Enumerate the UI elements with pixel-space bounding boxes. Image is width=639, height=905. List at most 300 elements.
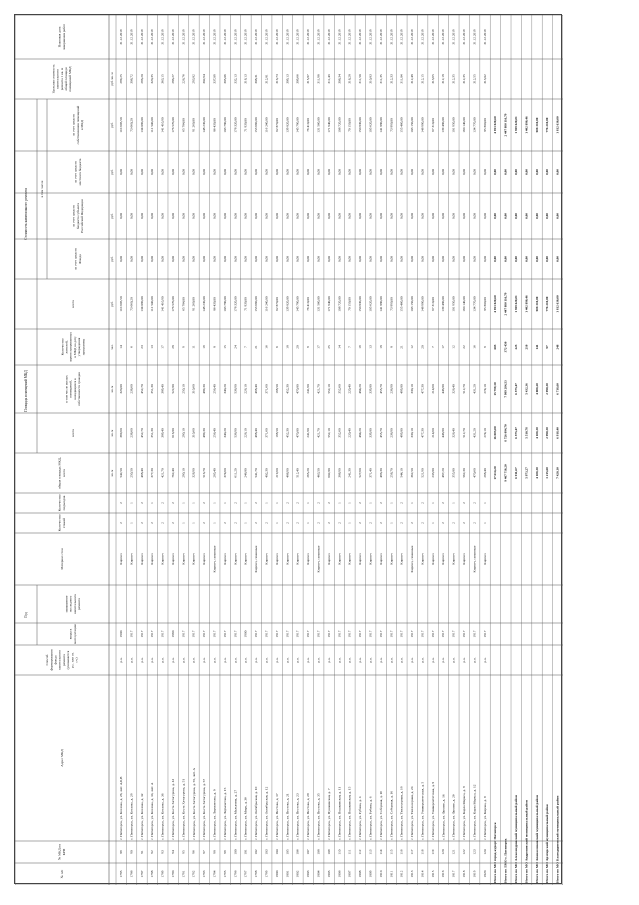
total-cost: 988 310,00 <box>534 296 539 312</box>
row-all: 431,20 <box>472 428 477 438</box>
row-built: 1917 <box>337 630 342 638</box>
row-subj: 0,00 <box>347 213 352 219</box>
row-mat: Кирпич <box>150 553 155 565</box>
total-res: 248 <box>555 344 560 350</box>
row-all: 616,80 <box>170 428 175 438</box>
row-subj: 0,00 <box>482 213 487 219</box>
row-fund: р.о. <box>482 657 487 663</box>
row-own: 198,50 <box>274 384 279 394</box>
row-date: 31.12.2019 <box>233 29 238 45</box>
row-address: г. Пятигорск, ул. Соборная, д. 16 <box>389 791 394 840</box>
row-k: 123 <box>472 849 477 855</box>
row-area: 521,90 <box>420 468 425 478</box>
row-address: г. Пятигорск, ул. Университетская, д. 5 <box>420 781 425 840</box>
row-fund_c: 0,00 <box>441 256 446 262</box>
row-cost: 155 460,00 <box>399 296 404 312</box>
total-area: 6 911,67 <box>513 467 518 479</box>
row-area: 328,90 <box>191 468 196 478</box>
row-fl: 2 <box>358 522 363 524</box>
row-unit: 302,94 <box>202 74 207 84</box>
row-en: 1 <box>368 502 373 504</box>
row-mat: Кирпич <box>420 553 425 565</box>
row-cost: 67 310,00 <box>430 297 435 311</box>
row-date: 31.12.2019 <box>316 29 321 45</box>
row-cost: 148 230,00 <box>202 296 207 312</box>
row-en: 1 <box>389 502 394 504</box>
row-own: 320,00 <box>118 384 123 394</box>
row-fund_c: 0,00 <box>274 256 279 262</box>
total-all: 4 108,30 <box>534 427 539 439</box>
row-res: 17 <box>160 345 165 349</box>
row-own_c: 153 660,00 <box>254 117 259 133</box>
row-k: 116 <box>399 849 404 855</box>
row-res: 9 <box>306 346 311 348</box>
row-loc: 0,00 <box>274 169 279 175</box>
row-res: 13 <box>368 345 373 349</box>
row-n: 1807 <box>347 870 352 878</box>
row-cost: 131 560,00 <box>316 296 321 312</box>
header-fund-method: (указывается <box>66 650 71 670</box>
row-loc: 0,00 <box>358 169 363 175</box>
row-fund: р.о. <box>191 657 196 663</box>
row-loc: 0,00 <box>191 169 196 175</box>
row-fund_c: 0,00 <box>368 256 373 262</box>
row-n: 1814 <box>420 870 425 878</box>
row-fl: 2 <box>254 522 259 524</box>
row-en: 2 <box>399 502 404 504</box>
row-n: 1795 <box>222 870 227 878</box>
row-all: 238,60 <box>129 428 134 438</box>
row-n: 1786 <box>129 870 134 878</box>
row-subj: 0,00 <box>222 213 227 219</box>
row-fl: 2 <box>170 522 175 524</box>
row-en: 2 <box>139 502 144 504</box>
row-en: 2 <box>472 502 477 504</box>
row-unit: 320,35 <box>150 74 155 84</box>
row-cost: 85 800,00 <box>482 297 487 311</box>
row-fund: р.о. <box>378 657 383 663</box>
row-unit: 312,35 <box>451 74 456 84</box>
row-own_c: 150 830,00 <box>358 117 363 133</box>
row-all: 371,60 <box>264 428 269 438</box>
row-mat: Кирпич <box>430 553 435 565</box>
row-k: 90 <box>129 850 134 854</box>
row-built: 1917 <box>306 630 311 638</box>
row-built: 1917 <box>482 630 487 638</box>
row-date: 31.12.2019 <box>378 29 383 45</box>
row-mat: Кирпич <box>378 553 383 565</box>
row-built: 1917 <box>191 630 196 638</box>
row-fund: р.о. <box>285 657 290 663</box>
row-cost: 73 990,00 <box>389 297 394 311</box>
total-fund_c: 0,00 <box>503 256 508 262</box>
total-own: 6 575,47 <box>513 383 518 395</box>
row-cost: 103 780,00 <box>222 296 227 312</box>
row-all: 214,60 <box>430 428 435 438</box>
row-fund_c: 0,00 <box>181 256 186 262</box>
header-area-owned: собственности граждан <box>77 371 82 407</box>
row-k: 92 <box>150 850 155 854</box>
row-fund: р.о. <box>150 657 155 663</box>
row-built: 1917 <box>430 630 435 638</box>
row-area: 258,70 <box>389 468 394 478</box>
row-fl: 2 <box>150 522 155 524</box>
row-address: г. Пятигорск, ул. Теплосерная, д. 24 <box>410 786 415 840</box>
row-subj: 0,00 <box>420 213 425 219</box>
header-floors: Количество <box>57 514 62 532</box>
row-built: 1917 <box>441 630 446 638</box>
row-own_c: 103 780,00 <box>222 117 227 133</box>
unit-label: кв. м <box>110 429 115 437</box>
row-address: г. Пятигорск, ул. Октябрьская, д. 10 <box>254 786 259 840</box>
row-date: 31.12.2019 <box>420 29 425 45</box>
row-own: 452,70 <box>139 384 144 394</box>
header-entrances: подъездов <box>61 495 66 511</box>
row-address: г. Пятигорск, ул. Малыгина, д. 27 <box>233 789 238 840</box>
row-cost: 116 240,00 <box>264 296 269 312</box>
total-all: 5 510,78 <box>524 427 529 439</box>
row-mat: Кирпич <box>264 553 269 565</box>
row-all: 290,10 <box>181 428 186 438</box>
row-address: г. Пятигорск, ул. Пушкинская, д. 15 <box>347 786 352 840</box>
row-fl: 2 <box>378 522 383 524</box>
row-address: г. Пятигорск, ул. Козлова, д. 28 <box>129 793 134 840</box>
row-all: 330,10 <box>410 428 415 438</box>
row-built: 1917 <box>212 630 217 638</box>
row-res: 20 <box>420 345 425 349</box>
row-address: г. Пятигорск, ул. Коста Хетагурова, д. 43 <box>170 778 175 840</box>
row-fl: 2 <box>233 522 238 524</box>
row-loc: 0,00 <box>451 169 456 175</box>
row-own: 226,10 <box>243 384 248 394</box>
header-area-group: Площадь помещений МКД <box>23 370 28 412</box>
total-own: 4 008,20 <box>534 383 539 395</box>
row-mat: Кирпич <box>337 553 342 565</box>
row-subj: 0,00 <box>274 213 279 219</box>
row-fl: 1 <box>482 522 487 524</box>
total-cost: 1 599 620,81 <box>513 295 518 313</box>
row-built: 1917 <box>160 630 165 638</box>
row-built: 1900 <box>243 630 248 638</box>
total-subj: 0,00 <box>545 213 550 219</box>
row-n: 1793 <box>202 870 207 878</box>
total-own_c: 988 310,00 <box>534 117 539 133</box>
row-loc: 0,00 <box>170 169 175 175</box>
total-cost: 1 402 890,46 <box>524 295 529 313</box>
row-k: 91 <box>139 850 144 854</box>
row-own_c: 91 260,00 <box>191 118 196 132</box>
row-mat: Кирпич <box>451 553 456 565</box>
row-subj: 0,00 <box>202 213 207 219</box>
row-k: 118 <box>420 849 425 855</box>
row-loc: 0,00 <box>410 169 415 175</box>
row-fund_c: 0,00 <box>202 256 207 262</box>
housing-repair-table <box>15 15 563 885</box>
row-address: г. Пятигорск, ул. Коста Хетагурова, д. 55, лит. А <box>191 767 196 840</box>
row-res: 28 <box>170 345 175 349</box>
row-fl: 2 <box>337 522 342 524</box>
row-all: 452,30 <box>285 428 290 438</box>
row-mat: Кирпич <box>233 553 238 565</box>
total-fund_c: 0,00 <box>534 256 539 262</box>
row-unit: 318,13 <box>243 74 248 84</box>
total-all: 6 918,40 <box>555 427 560 439</box>
row-fl: 1 <box>347 522 352 524</box>
total-all: 8 726 094,70 <box>503 424 508 442</box>
row-unit: 312,55 <box>472 74 477 84</box>
total-label: Итого по МО город-курорт Пятигорск <box>493 822 498 883</box>
row-en: 2 <box>326 502 331 504</box>
row-mat: Кирпич <box>285 553 290 565</box>
row-subj: 0,00 <box>430 213 435 219</box>
row-subj: 0,00 <box>399 213 404 219</box>
header-cost-local: местного бюджета <box>77 158 82 186</box>
row-own_c: 110 605,50 <box>118 117 123 133</box>
row-fl: 2 <box>462 522 467 524</box>
row-fund: р.о. <box>430 657 435 663</box>
row-en: 2 <box>316 502 321 504</box>
row-en: 2 <box>170 502 175 504</box>
row-fund_c: 0,00 <box>378 256 383 262</box>
header-total-area: всего <box>61 469 66 477</box>
row-own_c: 139 480,00 <box>441 117 446 133</box>
row-k: 93 <box>160 850 165 854</box>
row-mat: Кирпич <box>441 553 446 565</box>
row-res: 21 <box>399 345 404 349</box>
total-subj: 0,00 <box>503 213 508 219</box>
row-en: 1 <box>347 502 352 504</box>
row-mat: Кирпич, саманные <box>254 545 259 573</box>
row-all: 339,80 <box>368 428 373 438</box>
row-own: 498,40 <box>254 384 259 394</box>
row-unit: 312,35 <box>462 74 467 84</box>
row-fl: 2 <box>368 522 373 524</box>
header-address: Адрес МКД <box>59 749 64 767</box>
row-built: 1917 <box>399 630 404 638</box>
row-fund_c: 0,00 <box>347 256 352 262</box>
row-area: 487,20 <box>441 468 446 478</box>
row-res: 25 <box>326 345 331 349</box>
row-own: 238,60 <box>129 384 134 394</box>
row-date: 31.12.2019 <box>191 29 196 45</box>
row-all: 489,30 <box>202 428 207 438</box>
row-subj: 0,00 <box>170 213 175 219</box>
header-fund-method: ремонта <box>61 654 66 666</box>
row-en: 2 <box>118 502 123 504</box>
row-res: 14 <box>337 345 342 349</box>
row-cost: 141 880,00 <box>378 296 383 312</box>
header-cost-subgroup: в том числе <box>39 180 44 198</box>
row-cost: 108 720,00 <box>337 296 342 312</box>
row-fl: 2 <box>160 522 165 524</box>
row-own_c: 76 410,00 <box>306 118 311 132</box>
row-area: 374,60 <box>222 468 227 478</box>
row-n: 1797 <box>243 870 248 878</box>
row-fund_c: 0,00 <box>222 256 227 262</box>
row-fund_c: 0,00 <box>358 256 363 262</box>
row-k: 108 <box>316 849 321 855</box>
row-cost: 76 410,00 <box>306 297 311 311</box>
unit-label: руб. <box>110 122 115 128</box>
row-area: 371,40 <box>368 468 373 478</box>
row-built: 1917 <box>462 630 467 638</box>
total-res: 225 <box>513 344 518 350</box>
row-loc: 0,00 <box>118 169 123 175</box>
total-loc: 0,00 <box>493 169 498 175</box>
row-k: 120 <box>441 849 446 855</box>
row-date: 31.12.2019 <box>358 29 363 45</box>
row-k: 124 <box>482 849 487 855</box>
total-fund_c: 0,00 <box>524 256 529 262</box>
row-fund: р.о. <box>368 657 373 663</box>
row-n: 1805 <box>326 870 331 878</box>
row-fl: 1 <box>181 522 186 524</box>
total-label: Итого по МО Арзгирский муниципальный район <box>545 804 550 883</box>
row-fund_c: 0,00 <box>139 256 144 262</box>
total-cost: 2 447 880 116,79 <box>503 292 508 316</box>
row-subj: 0,00 <box>462 213 467 219</box>
row-own: 421,70 <box>316 384 321 394</box>
row-mat: Кирпич <box>295 553 300 565</box>
row-res: 7 <box>243 346 248 348</box>
row-fund_c: 0,00 <box>399 256 404 262</box>
row-fl: 1 <box>274 522 279 524</box>
row-date: 31.12.2019 <box>243 29 248 45</box>
row-en: 1 <box>274 502 279 504</box>
row-all: 499,80 <box>399 428 404 438</box>
row-area: 611,20 <box>233 468 238 478</box>
row-cost: 112 540,00 <box>150 296 155 312</box>
row-k: 101 <box>243 849 248 855</box>
row-unit: 312,48 <box>410 74 415 84</box>
row-loc: 0,00 <box>378 169 383 175</box>
total-cost: 4 953 020,60 <box>493 295 498 313</box>
row-unit: 311,04 <box>399 74 404 84</box>
row-res: 6 <box>274 346 279 348</box>
row-all: 326,40 <box>451 428 456 438</box>
row-unit: 312,15 <box>420 74 425 84</box>
total-area: 5 973,27 <box>524 467 529 479</box>
row-mat: Кирпич <box>191 553 196 565</box>
row-cost: 153 660,00 <box>254 296 259 312</box>
unit-label: руб. <box>110 256 115 262</box>
row-loc: 0,00 <box>222 169 227 175</box>
row-address: г. Пятигорск, ул. Пестова, д. 29 <box>306 793 311 840</box>
row-own: 274,10 <box>482 384 487 394</box>
row-fund_c: 0,00 <box>420 256 425 262</box>
row-all: 455,70 <box>378 428 383 438</box>
total-fund_c: 0,00 <box>513 256 518 262</box>
row-mat: Кирпич, саманные <box>316 545 321 573</box>
row-unit: 299,25 <box>118 74 123 84</box>
row-fl: 1 <box>430 522 435 524</box>
row-fl: 1 <box>129 522 134 524</box>
row-address: г. Пятигорск, ул. Университетская, д. 9 <box>430 781 435 840</box>
row-date: 31.12.2019 <box>347 29 352 45</box>
row-en: 2 <box>295 502 300 504</box>
header-year-last: завершение <box>64 595 69 613</box>
row-unit: 308,31 <box>254 74 259 84</box>
row-en: 1 <box>191 502 196 504</box>
row-fl: 2 <box>295 522 300 524</box>
row-fund: р.о. <box>254 657 259 663</box>
row-cost: 86 430,00 <box>212 297 217 311</box>
row-fund: р.о. <box>399 657 404 663</box>
row-built: 1917 <box>274 630 279 638</box>
row-k: 114 <box>378 849 383 855</box>
row-address: г. Пятигорск, ул. Кирова, д. 9 <box>482 796 487 840</box>
row-cost: 160 140,00 <box>462 296 467 312</box>
row-en: 2 <box>420 502 425 504</box>
row-mat: Кирпич <box>358 553 363 565</box>
row-fund_c: 0,00 <box>160 256 165 262</box>
row-own: 214,60 <box>430 384 435 394</box>
row-fund: р.о. <box>170 657 175 663</box>
row-fund_c: 0,00 <box>430 256 435 262</box>
row-date: 31.12.2019 <box>306 29 311 45</box>
row-res: 20 <box>295 345 300 349</box>
row-mat: Кирпич <box>129 553 134 565</box>
row-address: г. Пятигорск, ул. Пестова, д. 21 <box>285 793 290 840</box>
row-k: 106 <box>295 849 300 855</box>
header-unit-cost: общей площади <box>63 67 68 91</box>
row-fund: р.о. <box>472 657 477 663</box>
row-built: 1917 <box>420 630 425 638</box>
row-own: 256,40 <box>212 384 217 394</box>
row-k: 100 <box>233 849 238 855</box>
header-fund-method: сч.) <box>74 657 79 663</box>
row-cost: 139 820,00 <box>285 296 290 312</box>
row-en: 1 <box>212 502 217 504</box>
row-own_c: 178 320,00 <box>233 117 238 133</box>
row-own_c: 73 660,20 <box>129 118 134 132</box>
row-area: 362,50 <box>410 468 415 478</box>
row-date: 31.12.2019 <box>430 29 435 45</box>
row-loc: 0,00 <box>129 169 134 175</box>
row-unit: 311,98 <box>316 74 321 84</box>
row-res: 18 <box>285 345 290 349</box>
row-own_c: 171 940,00 <box>326 117 331 133</box>
row-built: 1917 <box>347 630 352 638</box>
row-fund: р.о. <box>202 657 207 663</box>
row-all: 452,70 <box>139 428 144 438</box>
row-fl: 2 <box>472 522 477 524</box>
row-unit: 309,66 <box>295 74 300 84</box>
row-address: г. Пятигорск, ул. Октябрьская, д. 12 <box>264 786 269 840</box>
row-own: 446,80 <box>441 384 446 394</box>
row-area: 527,60 <box>358 468 363 478</box>
row-fund_c: 0,00 <box>389 256 394 262</box>
row-fund_c: 0,00 <box>170 256 175 262</box>
row-fund_c: 0,00 <box>264 256 269 262</box>
row-mat: Кирпич <box>222 553 227 565</box>
row-own_c: 160 140,00 <box>462 117 467 133</box>
total-label: Итого по МО Андроповский муниципальный район <box>524 800 529 883</box>
row-address: г. Пятигорск, ул. Пестова, д. 35 <box>316 793 321 840</box>
header-residents: жителей, <box>64 340 69 354</box>
row-area: 290,10 <box>181 468 186 478</box>
total-loc: 0,00 <box>545 169 550 175</box>
row-subj: 0,00 <box>441 213 446 219</box>
row-k: 119 <box>430 849 435 855</box>
row-date: 31.12.2019 <box>254 29 259 45</box>
row-area: 241,30 <box>347 468 352 478</box>
row-all: 198,50 <box>274 428 279 438</box>
row-fl: 2 <box>420 522 425 524</box>
row-date: 31.12.2019 <box>482 29 487 45</box>
total-all: 16 005,00 <box>493 426 498 440</box>
row-cost: 141 410,90 <box>160 296 165 312</box>
